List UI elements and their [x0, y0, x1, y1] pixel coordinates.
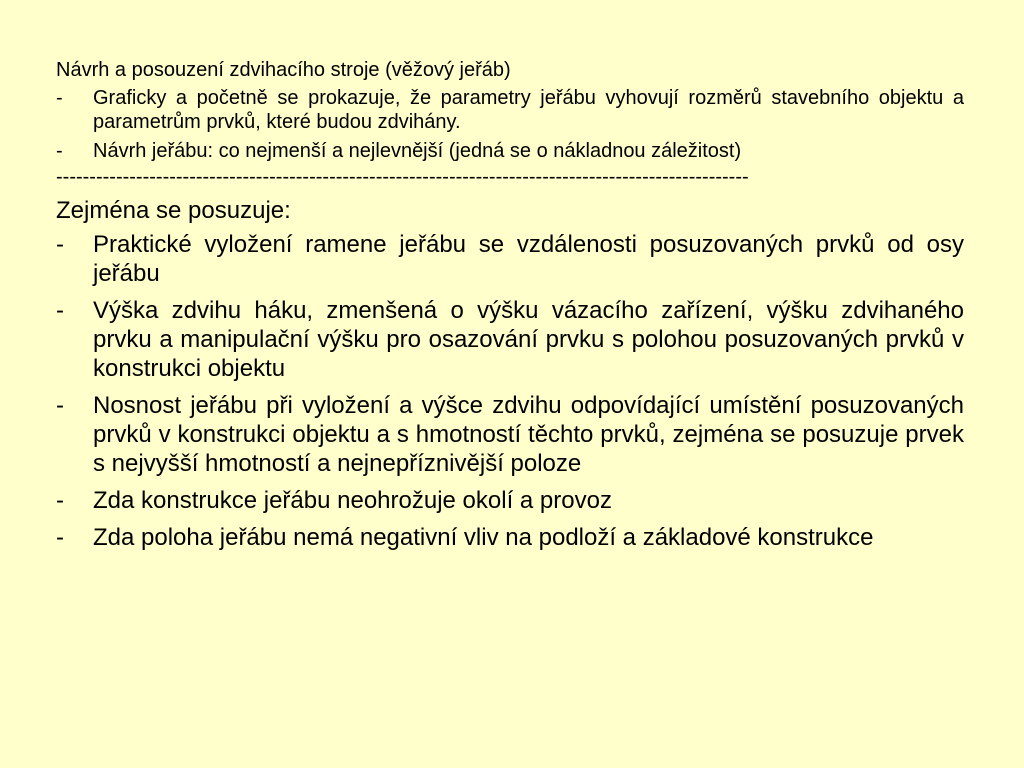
criteria-item [56, 391, 964, 478]
bullet-dash: - [56, 524, 64, 551]
intro-item-text: Graficky a početně se prokazuje, že parametry jeřábu vyhovují rozměrů stavebního objektu a parametrům prvků, které budou zdvihány. [93, 87, 964, 133]
bullet-dash: - [56, 87, 63, 109]
criteria-item-text: Nosnost jeřábu při vyložení a výšce zdvihu odpovídající umístění posuzovaných prvků v konstrukci objektu a s hmotností těchto prvků, zejména se posuzuje prvek s nejvyšší hmotností a nejnepříznivější poloze [93, 392, 964, 477]
bullet-dash: - [56, 392, 64, 419]
slide-content [56, 58, 964, 560]
criteria-item-text: Zda poloha jeřábu nemá negativní vliv na podloží a základové konstrukce [93, 524, 874, 551]
bullet-dash: - [56, 297, 64, 324]
intro-item-text: Návrh jeřábu: co nejmenší a nejlevnější (jedná se o nákladnou záležitost) [93, 140, 742, 162]
bullet-dash: - [56, 487, 64, 514]
criteria-item-text: Výška zdvihu háku, zmenšená o výšku vázacího zařízení, výšku zdvihaného prvku a manipulační výšku pro osazování prvku s polohou posuzovaných prvků v konstrukci objektu [93, 297, 964, 382]
criteria-item [56, 486, 964, 515]
slide-title: Návrh a posouzení zdvihacího stroje (věžový jeřáb) [56, 59, 511, 81]
dashed-separator: -------------------------------------------------------------------------------------------------------- [56, 166, 749, 188]
criteria-item [56, 230, 964, 288]
bullet-dash: - [56, 231, 64, 258]
intro-item [56, 139, 964, 163]
criteria-list [56, 230, 964, 552]
section-heading: Zejména se posuzuje: [56, 197, 291, 224]
intro-list [56, 86, 964, 163]
criteria-item-text: Praktické vyložení ramene jeřábu se vzdálenosti posuzovaných prvků od osy jeřábu [93, 231, 964, 287]
bullet-dash: - [56, 140, 63, 162]
criteria-item [56, 296, 964, 383]
criteria-item [56, 523, 964, 552]
criteria-item-text: Zda konstrukce jeřábu neohrožuje okolí a provoz [93, 487, 612, 514]
intro-item [56, 86, 964, 134]
